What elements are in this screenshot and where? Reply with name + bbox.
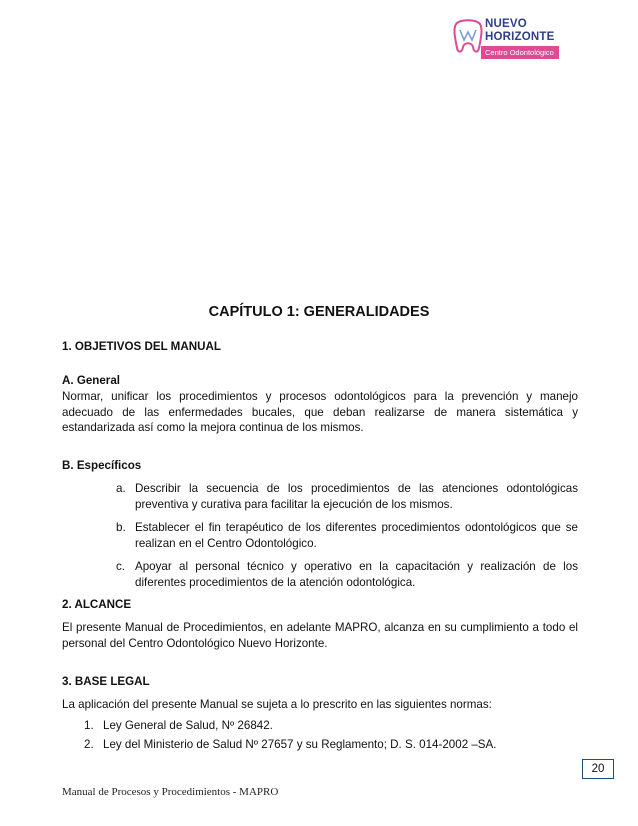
list-marker: 1. (84, 719, 94, 732)
paragraph-scope: El presente Manual de Procedimientos, en adelante MAPRO, alcanza en su cumplimiento a todo el personal del Centro Odontológico Nuevo Horizonte. (62, 621, 578, 650)
subheading-general: A. General (62, 374, 120, 387)
clinic-logo (452, 12, 582, 64)
list-item (84, 737, 578, 753)
section-heading-legal-basis: 3. BASE LEGAL (62, 675, 150, 688)
list-marker: a. (116, 482, 126, 495)
logo-subtitle: Centro Odontológico (481, 46, 559, 59)
logo-text-nuevo: NUEVO (485, 18, 527, 30)
list-item-text: Establecer el fin terapéutico de los diferentes procedimientos odontológicos que se realizan en el Centro Odontológico. (135, 521, 578, 550)
list-item-text: Ley General de Salud, Nº 26842. (103, 719, 273, 732)
list-item (116, 481, 578, 513)
paragraph-legal-intro: La aplicación del presente Manual se sujeta a lo prescrito en las siguientes normas: (62, 698, 492, 711)
subheading-specific: B. Específicos (62, 459, 142, 472)
page-number: 20 (582, 759, 614, 779)
list-item (116, 559, 578, 591)
list-item-text: Describir la secuencia de los procedimientos de las atenciones odontológicas preventiva y curativa para facilitar la ejecución de los mismos. (135, 482, 578, 511)
section-heading-scope: 2. ALCANCE (62, 598, 132, 611)
list-item (84, 718, 578, 734)
list-marker: c. (116, 560, 126, 573)
list-item-text: Apoyar al personal técnico y operativo en la capacitación y realización de los diferentes procedimientos de la atención odontológica. (135, 560, 578, 589)
paragraph-general: Normar, unificar los procedimientos y procesos odontológicos para la prevención y manejo adecuado de las enfermedades bucales, que deban realizarse de manera sistemática y estandarizada así como la mejora continua de los mismos. (62, 390, 578, 434)
chapter-title: CAPÍTULO 1: GENERALIDADES (208, 304, 430, 320)
list-item-text: Ley del Ministerio de Salud Nº 27657 y su Reglamento; D. S. 014-2002 –SA. (103, 738, 497, 751)
logo-text-horizonte: HORIZONTE (485, 31, 555, 43)
list-item (116, 520, 578, 552)
footer-text: Manual de Procesos y Procedimientos - MAPRO (62, 786, 279, 798)
section-heading-objectives: 1. OBJETIVOS DEL MANUAL (62, 340, 221, 353)
list-marker: b. (116, 521, 126, 534)
list-marker: 2. (84, 738, 94, 751)
tooth-logo-icon (452, 18, 484, 56)
